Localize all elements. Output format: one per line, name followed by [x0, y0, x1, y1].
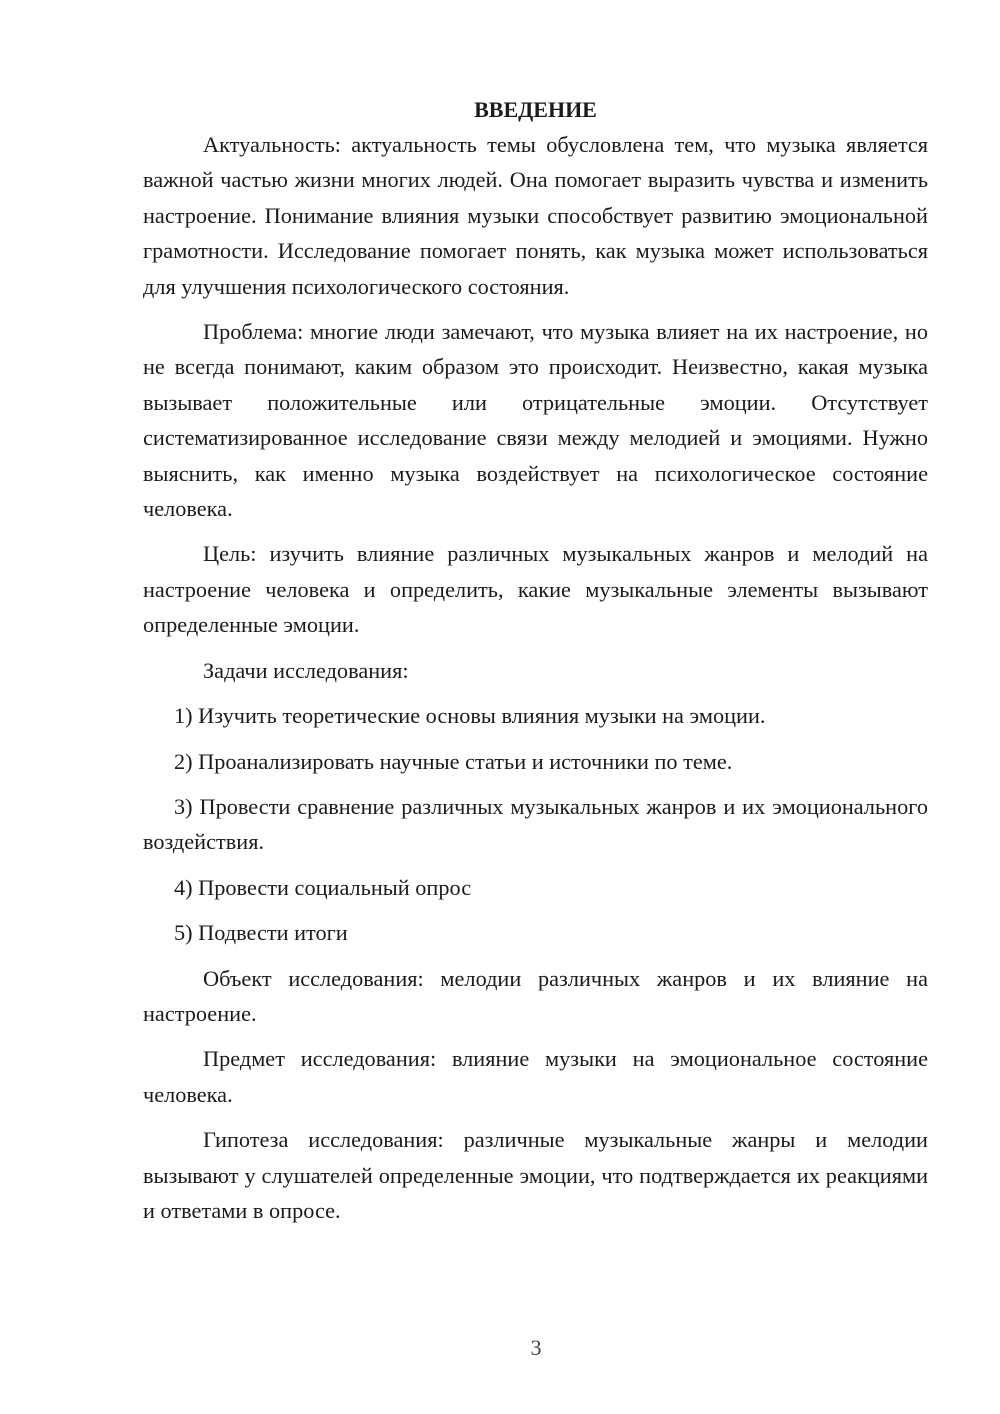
task-item-1: 1) Изучить теоретические основы влияния музыки на эмоции. [174, 703, 766, 729]
relevance-paragraph: Актуальность: актуальность темы обусловлена тем, что музыка является важной частью жизни многих людей. Она помогает выразить чувства и изменить настроение. Понимание влияния музыки способствует развитию эмоциональной грамотности. Исследование помогает понять, как музыка может использоваться для улучшения психологического состояния. [143, 132, 928, 299]
tasks-heading: Задачи исследования: [203, 657, 409, 683]
subject-paragraph: Предмет исследования: влияние музыки на эмоциональное состояние человека. [143, 1046, 928, 1107]
problem-paragraph: Проблема: многие люди замечают, что музыка влияет на их настроение, но не всегда понимают, каким образом это происходит. Неизвестно, какая музыка вызывает положительные или отрицательные эмоции. Отсутствует систематизированное исследование связи между мелодией и эмоциями. Нужно выяснить, как именно музыка воздействует на психологическое состояние человека. [143, 319, 928, 522]
task-item-5: 5) Подвести итоги [174, 920, 348, 946]
task-item-3: 3) Провести сравнение различных музыкальных жанров и их эмоционального воздействия. [143, 793, 928, 855]
task-item-4: 4) Провести социальный опрос [174, 874, 472, 900]
goal-paragraph: Цель: изучить влияние различных музыкальных жанров и мелодий на настроение человека и определить, какие музыкальные элементы вызывают определенные эмоции. [143, 541, 928, 638]
section-title: ВВЕДЕНИЕ [474, 97, 597, 122]
task-item-2: 2) Проанализировать научные статьи и источники по теме. [174, 748, 733, 774]
page-number: 3 [530, 1335, 542, 1360]
document-page [143, 92, 928, 1238]
object-paragraph: Объект исследования: мелодии различных жанров и их влияние на настроение. [143, 965, 928, 1026]
hypothesis-paragraph: Гипотеза исследования: различные музыкальные жанры и мелодии вызывают у слушателей определенные эмоции, что подтверждается их реакциями и ответами в опросе. [143, 1127, 928, 1223]
